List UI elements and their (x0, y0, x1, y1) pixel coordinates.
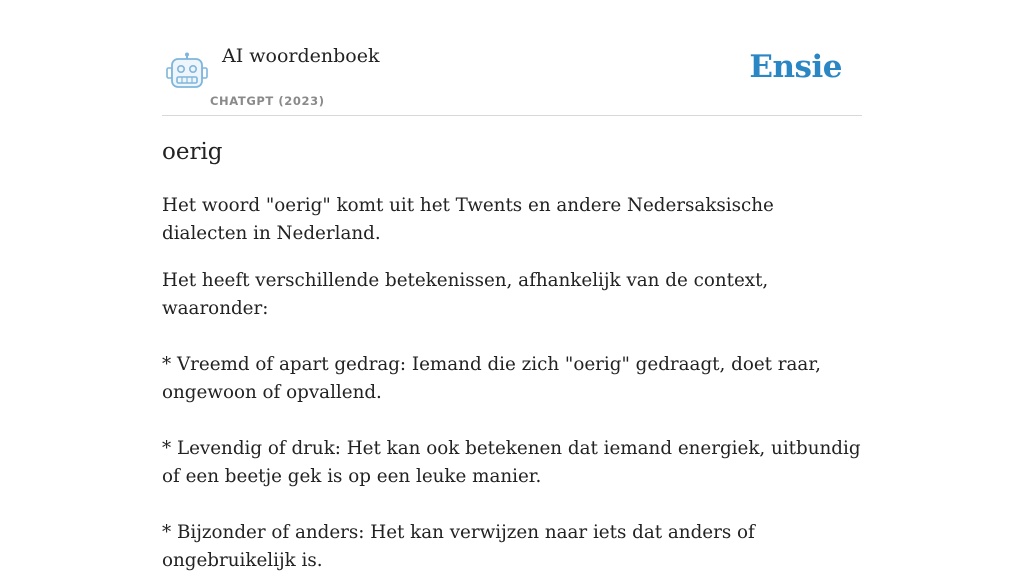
entry-header (162, 0, 862, 116)
source-title[interactable]: AI woordenboek (222, 45, 380, 67)
entry-definition (162, 192, 862, 575)
ensie-logo[interactable]: Ensie (749, 49, 842, 85)
definition-body: Het heeft verschillende betekenissen, afhankelijk van de context, waaronder: * Vreemd of apart gedrag: Iemand die zich "oerig" gedraagt, doet raar, ongewoon of opvallend. * Levendig of druk: Het kan ook betekenen dat iemand energiek, uitbundig of een beetje gek is op een leuke manier. * Bijzonder of anders: Het kan verwijzen naar iets dat anders of ongebruikelijk is. (162, 270, 861, 571)
entry-term: oerig (162, 139, 223, 165)
page-container (162, 0, 862, 571)
source-subtitle: CHATGPT (2023) (210, 94, 325, 108)
definition-intro: Het woord "oerig" komt uit het Twents en andere Nedersaksische dialecten in Nederland. (162, 195, 774, 244)
robot-icon (166, 52, 208, 90)
